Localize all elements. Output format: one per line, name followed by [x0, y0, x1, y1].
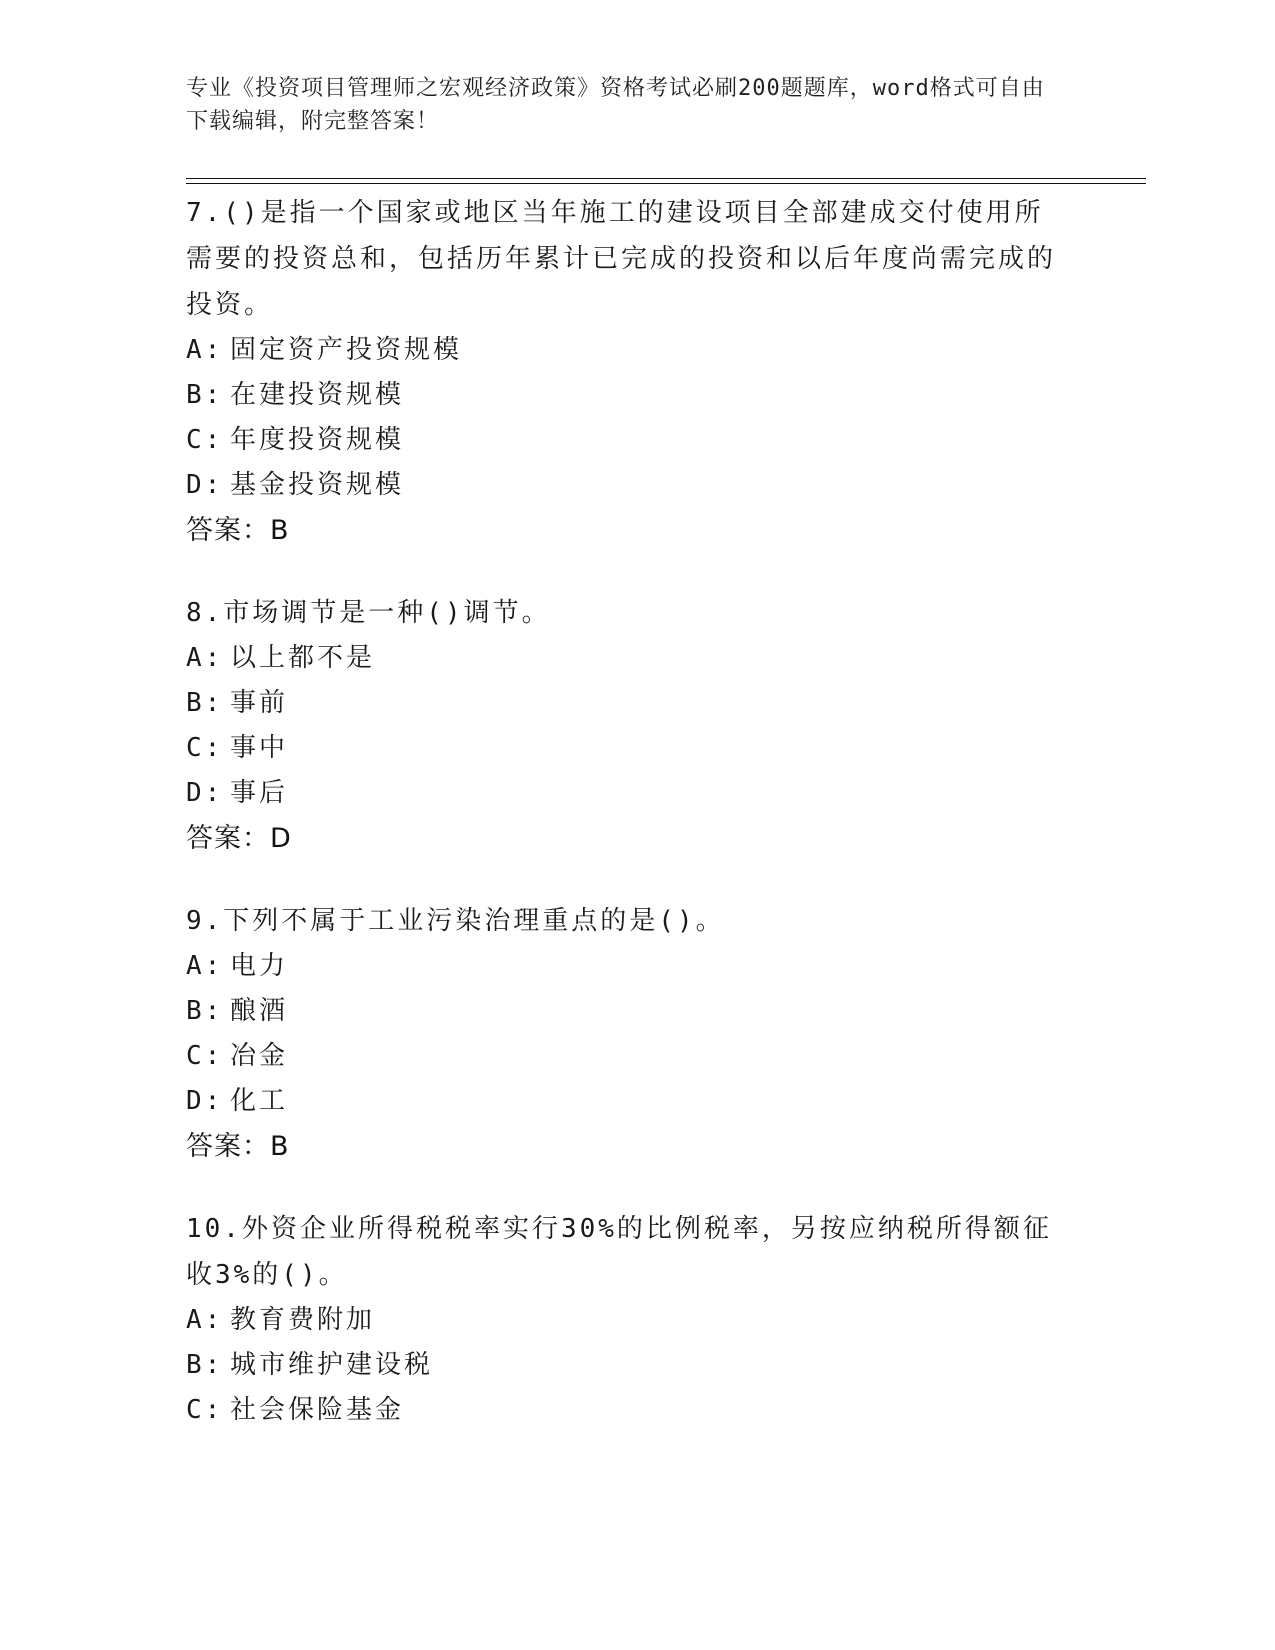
- question-7: [186, 190, 1066, 554]
- option-label: B:: [186, 688, 224, 718]
- option-text: 酿酒: [230, 996, 289, 1026]
- option-text: 教育费附加: [230, 1305, 376, 1335]
- option-label: D:: [186, 470, 224, 500]
- option-text: 年度投资规模: [230, 425, 405, 455]
- option-c: [186, 1034, 1066, 1079]
- option-text: 基金投资规模: [230, 470, 405, 500]
- option-b: [186, 373, 1066, 418]
- question-stem: 9.下列不属于工业污染治理重点的是()。: [186, 906, 725, 936]
- question-8: [186, 590, 1066, 862]
- document-header: 专业《投资项目管理师之宏观经济政策》资格考试必刷200题题库，word格式可自由下载编辑，附完整答案！: [186, 76, 1045, 134]
- option-d: [186, 771, 1066, 816]
- option-label: D:: [186, 778, 224, 808]
- option-a: [186, 1298, 1066, 1343]
- option-text: 化工: [230, 1086, 289, 1116]
- option-b: [186, 1343, 1066, 1388]
- option-label: A:: [186, 1305, 224, 1335]
- option-b: [186, 989, 1066, 1034]
- option-c: [186, 418, 1066, 463]
- option-label: A:: [186, 643, 224, 673]
- option-label: D:: [186, 1086, 224, 1116]
- option-a: [186, 328, 1066, 373]
- option-label: B:: [186, 996, 224, 1026]
- option-c: [186, 726, 1066, 771]
- option-label: B:: [186, 380, 224, 410]
- answer: 答案：B: [186, 515, 290, 546]
- option-text: 事后: [230, 778, 289, 808]
- header-divider-bottom: [186, 183, 1146, 184]
- option-d: [186, 463, 1066, 508]
- option-b: [186, 681, 1066, 726]
- header-divider-top: [186, 178, 1146, 179]
- option-text: 社会保险基金: [230, 1395, 405, 1425]
- option-text: 事前: [230, 688, 289, 718]
- option-text: 固定资产投资规模: [230, 335, 463, 365]
- answer: 答案：B: [186, 1131, 290, 1162]
- option-label: A:: [186, 951, 224, 981]
- option-label: C:: [186, 1395, 224, 1425]
- option-label: C:: [186, 1041, 224, 1071]
- option-c: [186, 1388, 1066, 1433]
- option-text: 以上都不是: [230, 643, 376, 673]
- answer: 答案：D: [186, 823, 292, 854]
- option-label: B:: [186, 1350, 224, 1380]
- question-stem: 8.市场调节是一种()调节。: [186, 598, 551, 628]
- option-text: 城市维护建设税: [230, 1350, 434, 1380]
- question-9: [186, 898, 1066, 1170]
- question-stem: 10.外资企业所得税税率实行30%的比例税率，另按应纳税所得额征收3%的()。: [186, 1214, 1052, 1290]
- question-stem: 7.()是指一个国家或地区当年施工的建设项目全部建成交付使用所需要的投资总和，包括历年累计已完成的投资和以后年度尚需完成的投资。: [186, 198, 1057, 320]
- option-label: C:: [186, 425, 224, 455]
- option-label: C:: [186, 733, 224, 763]
- option-text: 电力: [230, 951, 289, 981]
- option-label: A:: [186, 335, 224, 365]
- option-text: 在建投资规模: [230, 380, 405, 410]
- option-text: 事中: [230, 733, 289, 763]
- option-a: [186, 636, 1066, 681]
- question-list: [186, 190, 1066, 1469]
- question-10: [186, 1206, 1066, 1433]
- option-a: [186, 944, 1066, 989]
- option-text: 冶金: [230, 1041, 289, 1071]
- option-d: [186, 1079, 1066, 1124]
